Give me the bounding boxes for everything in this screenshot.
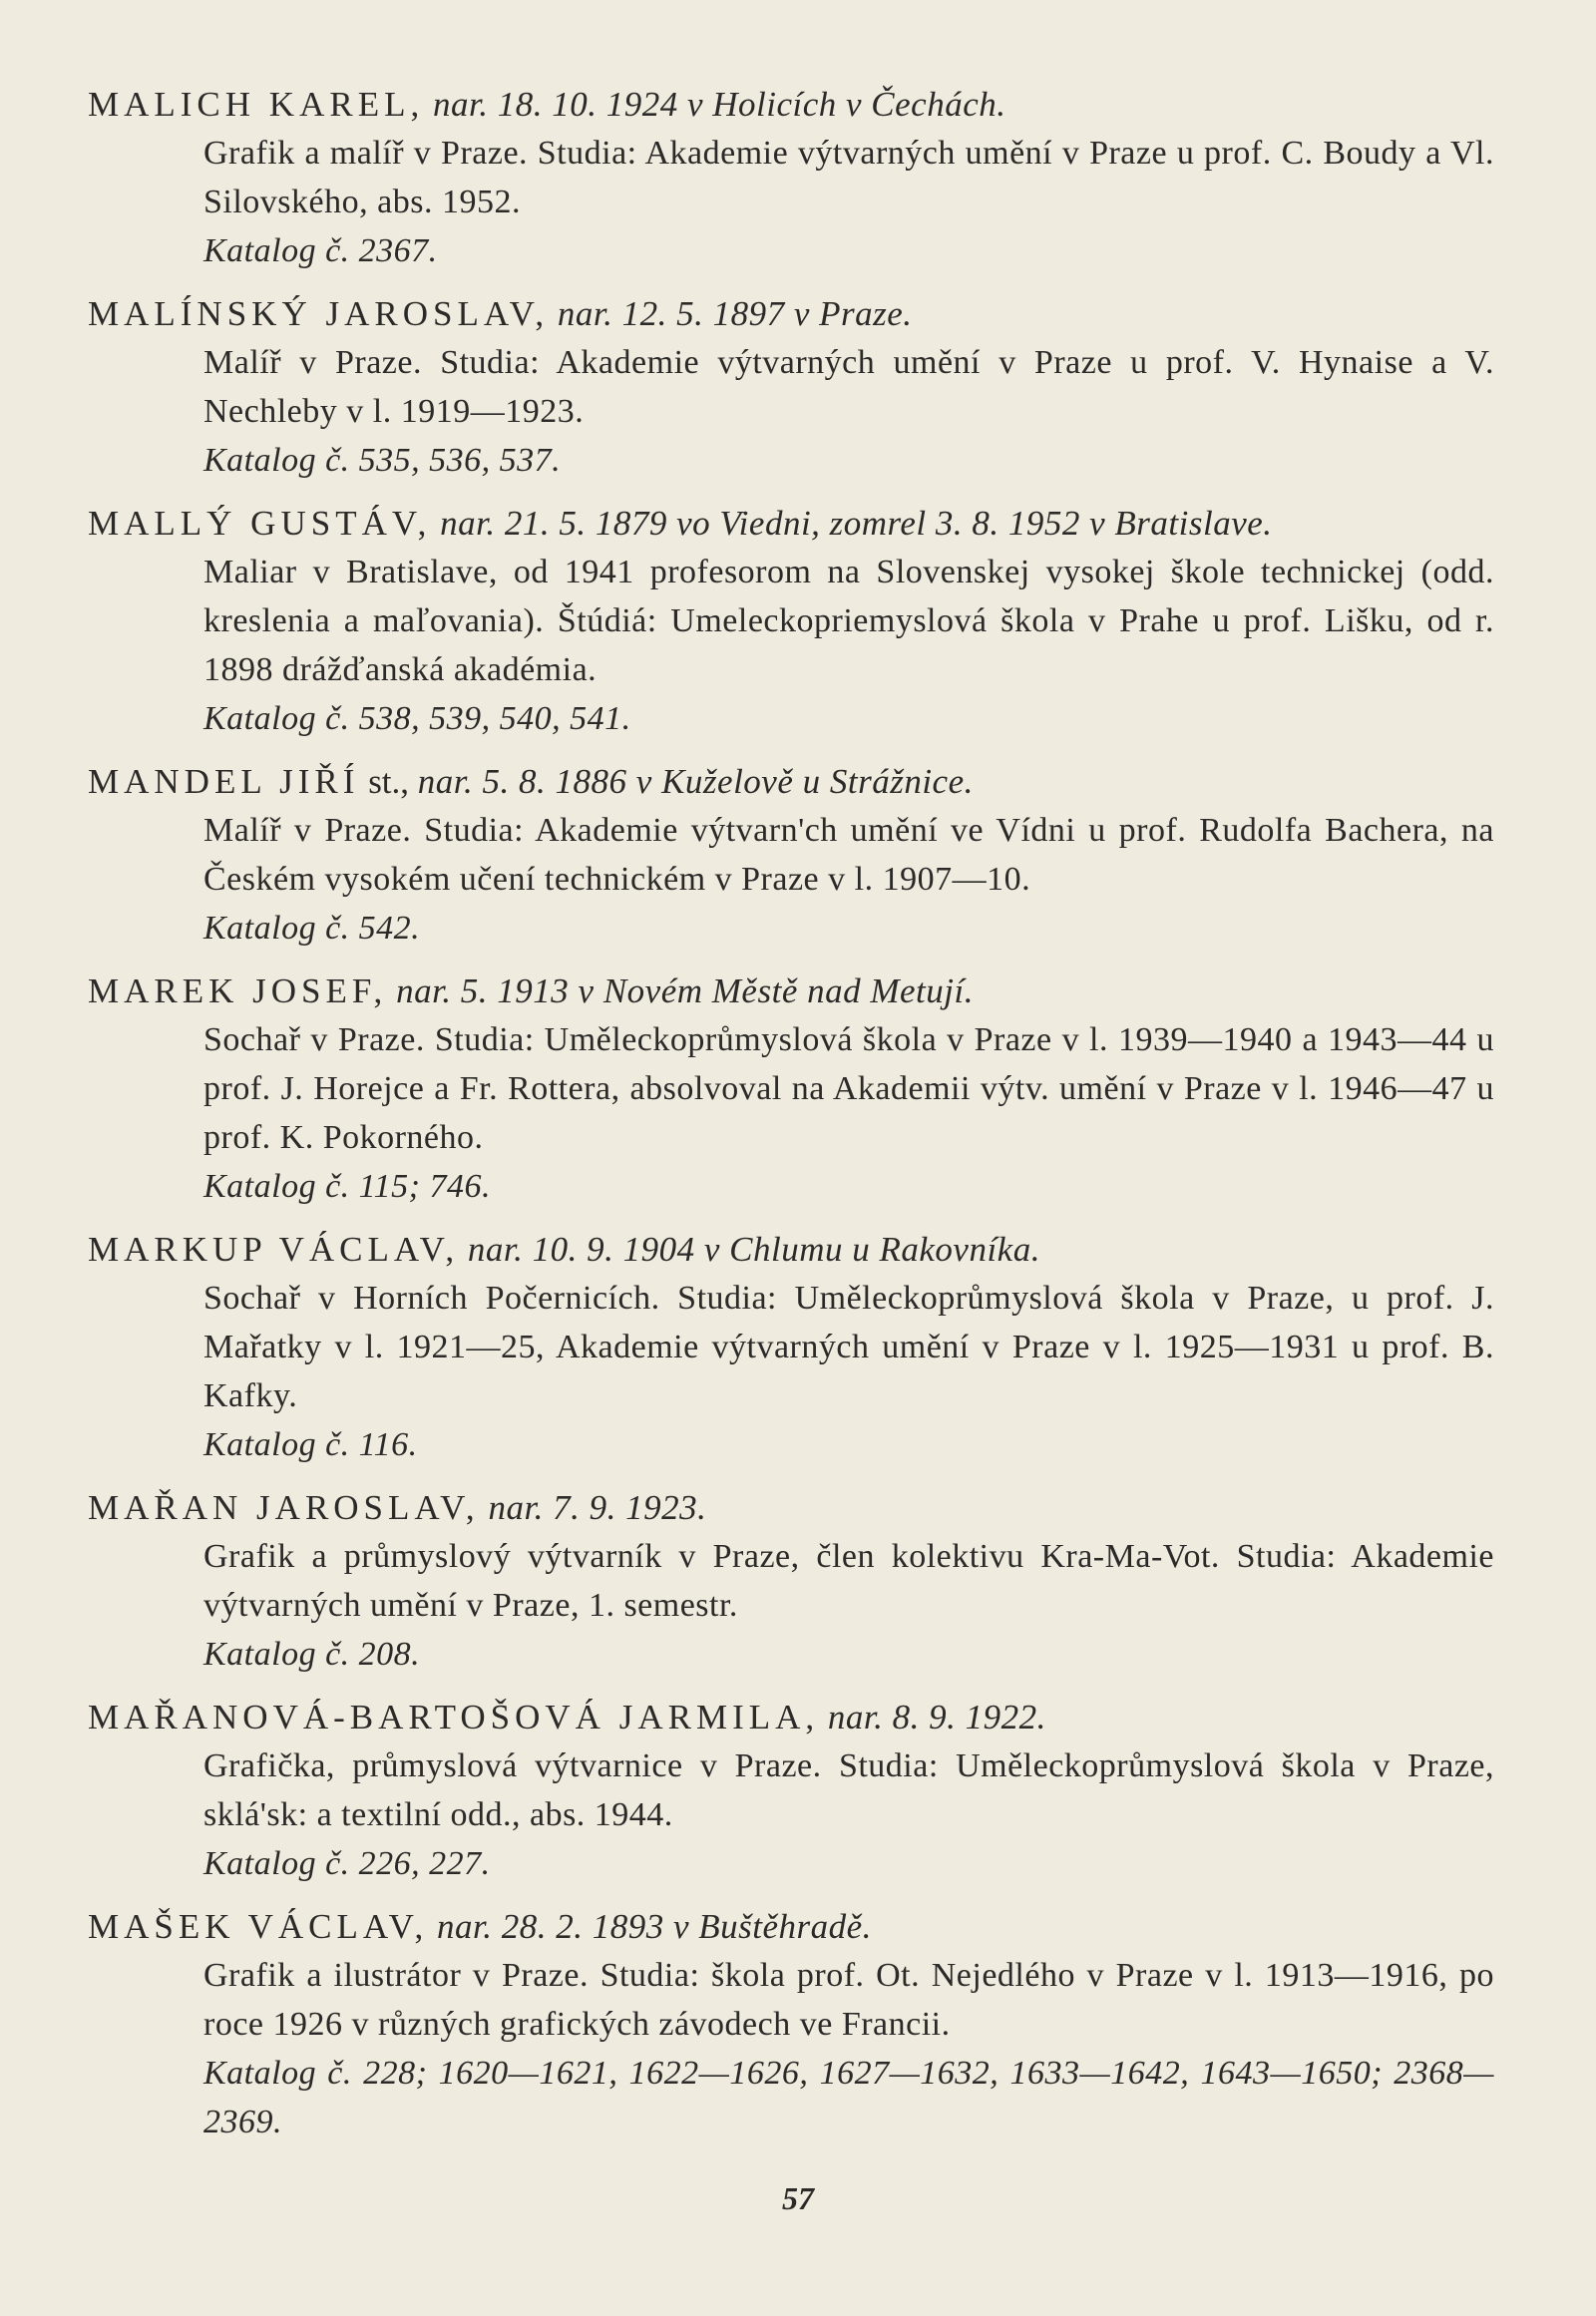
- entry-name: MAREK JOSEF,: [88, 971, 388, 1010]
- entry-birth: nar. 10. 9. 1904 v Chlumu u Rakovníka.: [467, 1230, 1040, 1269]
- entry-catalog: Katalog č. 538, 539, 540, 541.: [203, 700, 631, 737]
- entry-name: MANDEL JIŘÍ: [88, 762, 360, 801]
- entry-catalog: Katalog č. 226, 227.: [203, 1845, 491, 1882]
- entry-text: Grafik a průmyslový výtvarník v Praze, člen kolektivu Kra-Ma-Vot. Studia: Akademie výtvarných umění v Praze, 1. semestr.: [203, 1538, 1494, 1624]
- entry-birth: nar. 12. 5. 1897 v Praze.: [557, 294, 913, 333]
- entry-markup-vaclav: [88, 1225, 1494, 1469]
- entry-birth: nar. 7. 9. 1923.: [488, 1488, 707, 1527]
- entry-mandel-jiri: [88, 757, 1494, 953]
- entry-catalog: Katalog č. 116.: [203, 1426, 418, 1463]
- entry-masek-vaclav: [88, 1902, 1494, 2146]
- entry-body: [88, 338, 1494, 485]
- entry-text: Malíř v Praze. Studia: Akademie výtvarn'ch umění ve Vídni u prof. Rudolfa Bachera, na Českém vysokém učení technickém v Praze v l. 1907—10.: [203, 812, 1494, 898]
- entry-body: [88, 129, 1494, 275]
- entry-body: [88, 1951, 1494, 2146]
- entry-name: MAŠEK VÁCLAV,: [88, 1907, 429, 1946]
- entry-malich-karel: [88, 80, 1494, 275]
- entry-malinsky-jaroslav: [88, 289, 1494, 485]
- entry-catalog: Katalog č. 2367.: [203, 232, 438, 269]
- entry-birth: nar. 18. 10. 1924 v Holicích v Čechách.: [432, 85, 1006, 124]
- entry-name: MALICH KAREL,: [88, 85, 425, 124]
- entry-name: MALLÝ GUSTÁV,: [88, 504, 432, 543]
- entry-marek-josef: [88, 966, 1494, 1211]
- entry-catalog: Katalog č. 115; 746.: [203, 1168, 491, 1205]
- entry-text: Grafik a ilustrátor v Praze. Studia: škola prof. Ot. Nejedlého v Praze v l. 1913—1916, po roce 1926 v různých grafických závodech ve Francii.: [203, 1957, 1494, 2043]
- entry-heading: [88, 1225, 1494, 1274]
- entry-body: [88, 1741, 1494, 1888]
- entry-name-suffix: st.,: [359, 762, 410, 801]
- entries-list: [88, 80, 1494, 2160]
- entry-birth: nar. 21. 5. 1879 vo Viedni, zomrel 3. 8. 1952 v Bratislave.: [440, 504, 1273, 543]
- entry-text: Sochař v Horních Počernicích. Studia: Uměleckoprůmyslová škola v Praze, u prof. J. Mařatky v l. 1921—25, Akademie výtvarných umění v Praze v l. 1925—1931 u prof. B. Kafky.: [203, 1280, 1494, 1414]
- entry-name: MALÍNSKÝ JAROSLAV,: [88, 294, 550, 333]
- entry-heading: [88, 1693, 1494, 1741]
- entry-birth: nar. 5. 1913 v Novém Městě nad Metují.: [396, 971, 974, 1010]
- page-number: 57: [782, 2180, 814, 2216]
- entry-text: Maliar v Bratislave, od 1941 profesorom na Slovenskej vysokej škole technickej (odd. kreslenia a maľovania). Štúdiá: Umeleckopriemyslová škola v Prahe u prof. Lišku, od r. 1898 drážďanská akadémia.: [203, 554, 1494, 688]
- entry-heading: [88, 966, 1494, 1015]
- entry-heading: [88, 757, 1494, 806]
- entry-name: MAŘAN JAROSLAV,: [88, 1488, 480, 1527]
- entry-body: [88, 806, 1494, 953]
- entry-catalog: Katalog č. 228; 1620—1621, 1622—1626, 1627—1632, 1633—1642, 1643—1650; 2368—2369.: [203, 2055, 1494, 2140]
- entry-heading: [88, 1483, 1494, 1532]
- entry-name: MAŘANOVÁ-BARTOŠOVÁ JARMILA,: [88, 1698, 820, 1737]
- entry-heading: [88, 289, 1494, 338]
- entry-name: MARKUP VÁCLAV,: [88, 1230, 460, 1269]
- entry-text: Grafička, průmyslová výtvarnice v Praze. Studia: Uměleckoprůmyslová škola v Praze, sklá'sk: a textilní odd., abs. 1944.: [203, 1747, 1494, 1833]
- entry-text: Grafik a malíř v Praze. Studia: Akademie výtvarných umění v Praze u prof. C. Boudy a Vl. Silovského, abs. 1952.: [203, 135, 1494, 220]
- entry-maranova-bartosova-jarmila: [88, 1693, 1494, 1888]
- entry-heading: [88, 499, 1494, 548]
- entry-mally-gustav: [88, 499, 1494, 743]
- entry-catalog: Katalog č. 208.: [203, 1636, 421, 1673]
- entry-body: [88, 548, 1494, 743]
- entry-body: [88, 1274, 1494, 1469]
- entry-body: [88, 1532, 1494, 1679]
- entry-birth: nar. 28. 2. 1893 v Buštěhradě.: [436, 1907, 872, 1946]
- entry-birth: nar. 5. 8. 1886 v Kuželově u Strážnice.: [417, 762, 974, 801]
- entry-text: Malíř v Praze. Studia: Akademie výtvarných umění v Praze u prof. V. Hynaise a V. Nechleby v l. 1919—1923.: [203, 344, 1494, 430]
- entry-birth: nar. 8. 9. 1922.: [827, 1698, 1046, 1737]
- entry-maran-jaroslav: [88, 1483, 1494, 1679]
- entry-heading: [88, 1902, 1494, 1951]
- entry-body: [88, 1015, 1494, 1211]
- entry-heading: [88, 80, 1494, 129]
- entry-text: Sochař v Praze. Studia: Uměleckoprůmyslová škola v Praze v l. 1939—1940 a 1943—44 u prof. J. Horejce a Fr. Rottera, absolvoval na Akademii výtv. umění v Praze v l. 1946—47 u prof. K. Pokorného.: [203, 1021, 1494, 1156]
- entry-catalog: Katalog č. 542.: [203, 910, 421, 947]
- entry-catalog: Katalog č. 535, 536, 537.: [203, 442, 562, 479]
